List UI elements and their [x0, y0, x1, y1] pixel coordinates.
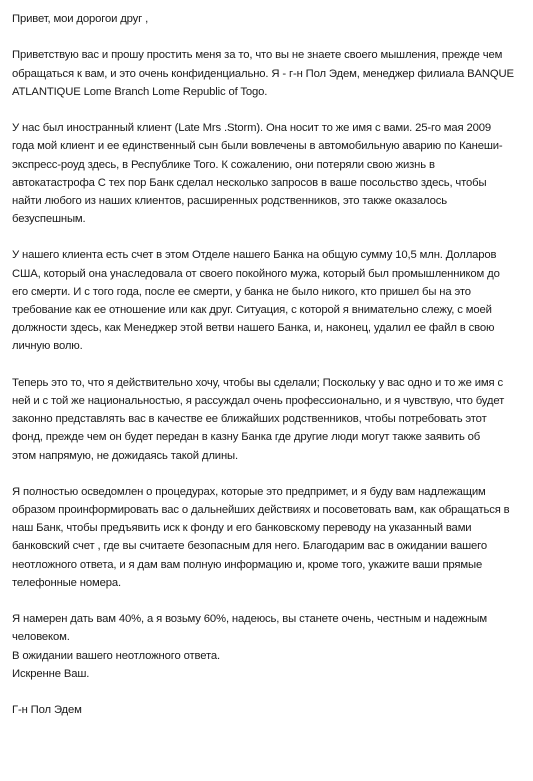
- paragraph-request: [12, 374, 522, 465]
- text-line: личную волю.: [12, 340, 83, 353]
- text-line: автокатастрофа С тех пор Банк сделал несколько запросов в ваше посольство здесь, чтобы: [12, 176, 487, 189]
- text-line: этом напрямую, не дожидаясь такой длины.: [12, 449, 239, 462]
- text-line: человеком.: [12, 631, 70, 644]
- spacer: [12, 101, 522, 119]
- text-line: У нас был иностранный клиент (Late Mrs .Storm). Она носит то же имя с вами. 25-го мая 2009: [12, 122, 492, 135]
- text-line: Я намерен дать вам 40%, а я возьму 60%, надеюсь, вы станете очень, честным и надежным: [12, 613, 487, 626]
- greeting: Привет, мои дорогои друг ,: [12, 13, 149, 25]
- text-line: США, который она унаследовала от своего покойного мужа, который был промышленником до: [12, 267, 500, 280]
- closing-block: [12, 610, 522, 683]
- text-line: законно представлять вас в качестве ее ближайших родственников, чтобы потребовать этот: [12, 413, 487, 426]
- paragraph-intro: [12, 46, 522, 101]
- text-line: наш Банк, чтобы предъявить иск к фонду и его банковскому переводу на указанный вами: [12, 522, 472, 535]
- paragraph-client: [12, 119, 522, 228]
- text-line: Теперь это то, что я действительно хочу, чтобы вы сделали; Поскольку у вас одно и то же имя с: [12, 376, 503, 389]
- signature: Г-н Пол Эдем: [12, 704, 82, 717]
- text-line: требование как ее отношение или как друг. Ситуация, с которой я внимательно слежу, с моей: [12, 304, 492, 316]
- text-line: У нашего клиента есть счет в этом Отделе нашего Банка на общую сумму 10,5 млн. Долларов: [12, 249, 497, 262]
- text-line: банковский счет , где вы считаете безопасным для него. Благодарим вас в ожидании вашего: [12, 540, 487, 553]
- text-line: Я полностью осведомлен о процедурах, которые это предпримет, и я буду вам надлежащим: [12, 485, 486, 498]
- text-line: Искренне Ваш.: [12, 667, 90, 680]
- spacer: [12, 683, 522, 701]
- text-line: В ожидании вашего неотложного ответа.: [12, 649, 221, 662]
- text-line: должности здесь, как Менеджер этой ветви нашего Банка, и, наконец, удалил ее файл в свою: [12, 322, 495, 335]
- text-line: телефонные номера.: [12, 576, 122, 589]
- text-line: экспресс-роуд здесь, в Республике Того. К сожалению, они потеряли свою жизнь в: [12, 158, 435, 171]
- text-line: фонд, прежде чем он будет передан в казну Банка где другие люди могут также заявить об: [12, 431, 481, 444]
- spacer: [12, 356, 522, 374]
- text-line: Приветствую вас и прошу простить меня за то, что вы не знаете своего мышления, прежде чем: [12, 49, 503, 62]
- paragraph-account: [12, 246, 522, 355]
- text-line: его смерти. И с того года, после ее смерти, у банка не было никого, кто пришел бы на это: [12, 285, 471, 298]
- text-line: безуспешным.: [12, 213, 86, 226]
- text-line: найти любого из наших клиентов, расширенных родственников, это также оказалось: [12, 194, 447, 207]
- email-letter: [12, 10, 522, 719]
- spacer: [12, 28, 522, 46]
- text-line: образом проинформировать вас о дальнейших действиях и посоветовать вам, как обращаться в: [12, 504, 510, 517]
- text-line: ATLANTIQUE Lome Branch Lome Republic of Togo.: [12, 85, 268, 98]
- text-line: ней и с той же национальностью, я рассуждал очень профессионально, и я чувствую, что будет: [12, 394, 505, 407]
- text-line: неотложного ответа, и я дам вам полную информацию и, кроме того, укажите ваши прямые: [12, 558, 483, 571]
- text-line: обращаться к вам, и это очень конфиденциально. Я - г-н Пол Эдем, менеджер филиала BANQUE: [12, 67, 514, 80]
- spacer: [12, 465, 522, 483]
- paragraph-procedure: [12, 483, 522, 592]
- spacer: [12, 592, 522, 610]
- spacer: [12, 228, 522, 246]
- text-line: года мой клиент и ее единственный сын были вовлечены в автомобильную аварию по Канеши-: [12, 140, 503, 153]
